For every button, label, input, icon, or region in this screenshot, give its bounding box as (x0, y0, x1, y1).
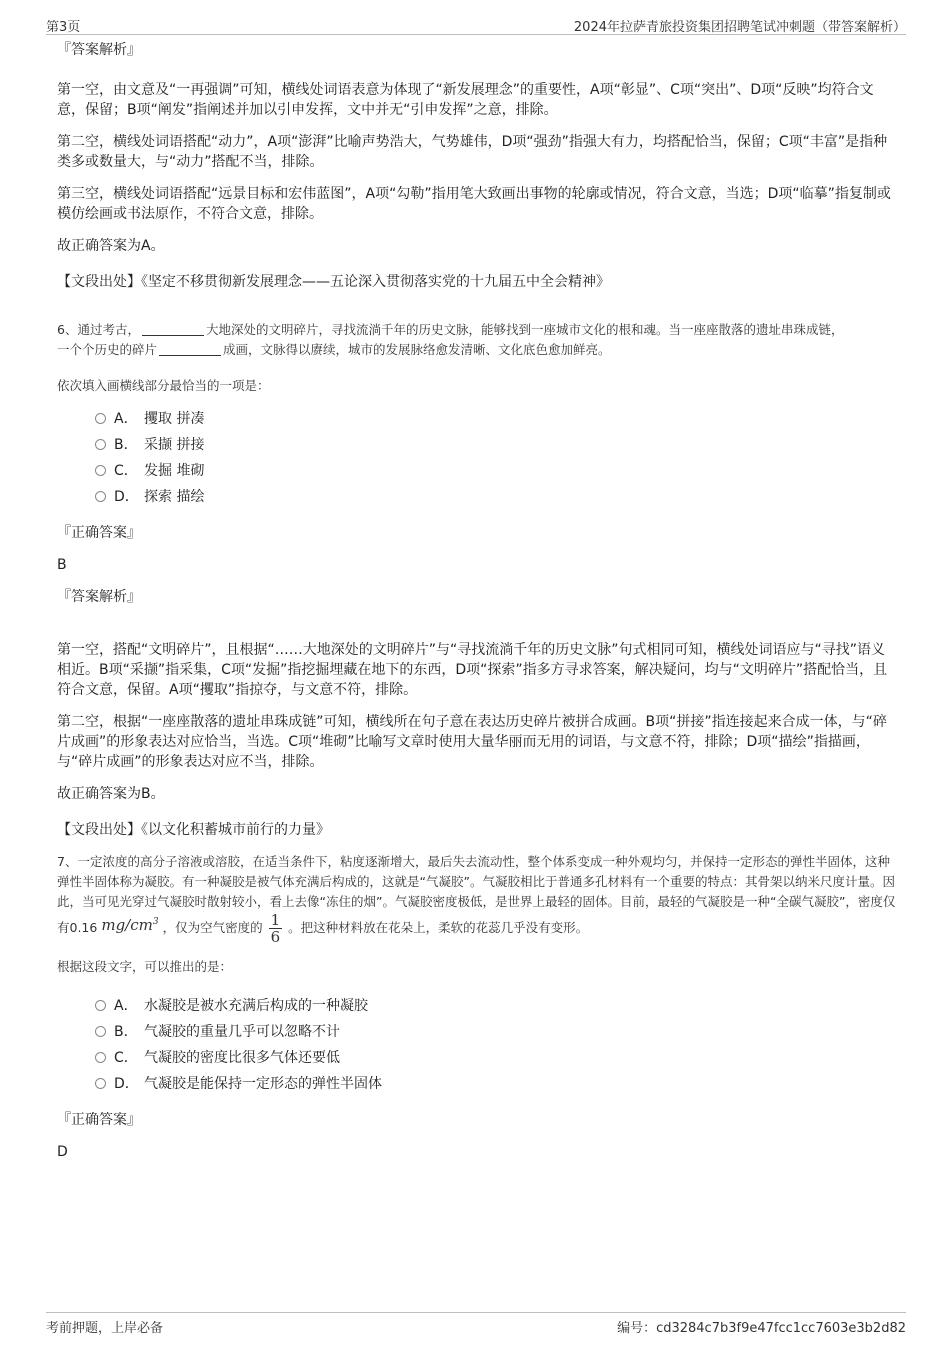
q7-stem-part: 。把这种材料放在花朵上，柔软的花蕊几乎没有变形。 (288, 920, 589, 935)
radio-icon[interactable] (95, 1026, 106, 1037)
q6-source: 【文段出处】《以文化积蓄城市前行的力量》 (57, 822, 330, 838)
q5-conclusion: 故正确答案为A。 (57, 238, 165, 254)
option-text: 发掘 堆砌 (144, 463, 205, 479)
q7-option-d[interactable] (95, 1071, 897, 1097)
q7-stem-part: ，仅为空气密度的 (162, 920, 263, 935)
q7-answer: D (57, 1144, 68, 1160)
q7-options (95, 993, 897, 1097)
document-body (57, 40, 897, 1175)
option-letter: C． (114, 1050, 138, 1066)
page-number: 第3页 (46, 20, 81, 35)
density-unit (101, 916, 158, 934)
q5-analysis-para2: 第二空，横线处词语搭配“动力”，A项“澎湃”比喻声势浩大，气势雄伟，D项“强劲”指强大有力，均搭配恰当，保留；C项“丰富”是指种类多或数量大，与“动力”搭配不当，排除。 (57, 134, 888, 170)
q7-option-c[interactable] (95, 1045, 897, 1071)
option-letter: C． (114, 463, 138, 479)
q5-analysis-para1: 第一空，由文意及“一再强调”可知，横线处词语表意为体现了“新发展理念”的重要性，A项“彰显”、C项“突出”、D项“反映”均符合文意，保留；B项“阐发”指阐述并加以引申发挥，文中并无“引申发挥”之意，排除。 (57, 82, 874, 118)
option-text: 采撷 拼接 (144, 437, 205, 453)
radio-icon[interactable] (95, 1052, 106, 1063)
fraction (269, 912, 283, 945)
radio-icon[interactable] (95, 491, 106, 502)
option-text: 气凝胶的重量几乎可以忽略不计 (144, 1024, 340, 1040)
option-letter: D． (114, 1076, 139, 1092)
q6-stem-part: 成画，文脉得以赓续，城市的发展脉络愈发清晰、文化底色愈加鲜亮。 (223, 342, 611, 357)
fill-blank (159, 341, 221, 356)
q6-analysis-heading: 『答案解析』 (57, 589, 141, 605)
q6-stem-part: 一个个历史的碎片 (57, 342, 158, 357)
q6-options (95, 406, 897, 510)
option-letter: B． (114, 437, 138, 453)
page-footer (46, 1312, 906, 1335)
q6-stem-part: 大地深处的文明碎片，寻找流淌千年的历史文脉，能够找到一座城市文化的根和魂。当一座座散落的遗址串珠成链， (205, 322, 844, 337)
q6-analysis-para1: 第一空，搭配“文明碎片”，且根据“……大地深处的文明碎片”与“寻找流淌千年的历史文脉”句式相同可知，横线处词语应与“寻找”语义相近。B项“采撷”指采集，C项“发掘”指挖掘埋藏在地下的东西，D项“探索”指多方寻求答案，解决疑问，均与“文明碎片”搭配恰当，且符合文意，保留。A项“攫取”指掠夺，与文意不符，排除。 (57, 642, 888, 698)
q6-option-d[interactable] (95, 484, 897, 510)
q6-option-a[interactable] (95, 406, 897, 432)
option-letter: A． (114, 998, 138, 1014)
option-text: 气凝胶的密度比很多气体还要低 (144, 1050, 340, 1066)
radio-icon[interactable] (95, 439, 106, 450)
option-letter: B． (114, 1024, 138, 1040)
q7-option-a[interactable] (95, 993, 897, 1019)
q7-stem-part: 7、一定浓度的高分子溶液或溶胶，在适当条件下，粘度逐渐增大，最后失去流动性，整个体系变成一种外观均匀，并保持一定形态的弹性半固体，这种弹性半固体称为凝胶。有一种凝胶是被气体充满后构成的，这就是“气凝胶”。气凝胶相比于普通多孔材料有一个重要的特点：其骨架以纳米尺度计量。因此，当可见光穿过气凝胶时散射较小，看上去像“冻住的烟”。气凝胶密度极低，是世界上最轻的固体。目前，最轻的气凝胶是 (57, 854, 895, 909)
q6-analysis-para2: 第二空，根据“一座座散落的遗址串珠成链”可知，横线所在句子意在表达历史碎片被拼合成画。B项“拼接”指连接起来合成一体，与“碎片成画”的形象表达对应恰当，当选。C项“堆砌”比喻写文章时使用大量华丽而无用的词语，与文意不符，排除；D项“描绘”指描画，与“碎片成画”的形象表达对应不当，排除。 (57, 714, 887, 770)
option-text: 水凝胶是被水充满后构成的一种凝胶 (144, 998, 368, 1014)
q6-option-b[interactable] (95, 432, 897, 458)
q7-answer-heading: 『正确答案』 (57, 1112, 141, 1128)
radio-icon[interactable] (95, 413, 106, 424)
q6-answer-heading: 『正确答案』 (57, 525, 141, 541)
q6-stem (57, 320, 897, 360)
q6-prompt: 依次填入画横线部分最恰当的一项是： (57, 378, 270, 393)
document-title: 2024年拉萨青旅投资集团招聘笔试冲刺题（带答案解析） (573, 20, 906, 35)
unit-text: mg/cm (101, 916, 153, 934)
fill-blank (142, 321, 204, 336)
q6-answer: B (57, 557, 67, 573)
fraction-denominator: 6 (270, 928, 281, 946)
fraction-numerator: 1 (270, 911, 281, 929)
q5-analysis-heading: 『答案解析』 (57, 42, 141, 58)
q6-option-c[interactable] (95, 458, 897, 484)
option-text: 攫取 拼凑 (144, 411, 205, 427)
q7-stem (57, 852, 897, 945)
q6-stem-part: 6、通过考古， (57, 322, 140, 337)
page-header (46, 14, 906, 35)
option-letter: D． (114, 489, 139, 505)
document-id: 编号：cd3284c7b3f9e47fcc1cc7603e3b2d82 (617, 1321, 906, 1336)
q5-analysis-para3: 第三空，横线处词语搭配“远景目标和宏伟蓝图”，A项“勾勒”指用笔大致画出事物的轮廓或情况，符合文意，当选；D项“临摹”指复制或模仿绘画或书法原作，不符合文意，排除。 (57, 186, 891, 222)
unit-exponent: 3 (152, 917, 159, 927)
option-text: 探索 描绘 (144, 489, 205, 505)
q7-option-b[interactable] (95, 1019, 897, 1045)
q6-conclusion: 故正确答案为B。 (57, 786, 165, 802)
footer-slogan: 考前押题，上岸必备 (46, 1321, 164, 1336)
q5-source: 【文段出处】《坚定不移贯彻新发展理念——五论深入贯彻落实党的十九届五中全会精神》 (57, 274, 610, 290)
radio-icon[interactable] (95, 1000, 106, 1011)
option-letter: A． (114, 411, 138, 427)
radio-icon[interactable] (95, 465, 106, 476)
q7-stem-part: 一种“全碳气凝胶”，密度仅有0.16 (57, 894, 896, 935)
radio-icon[interactable] (95, 1078, 106, 1089)
option-text: 气凝胶是能保持一定形态的弹性半固体 (144, 1076, 382, 1092)
q7-prompt: 根据这段文字，可以推出的是： (57, 959, 233, 974)
